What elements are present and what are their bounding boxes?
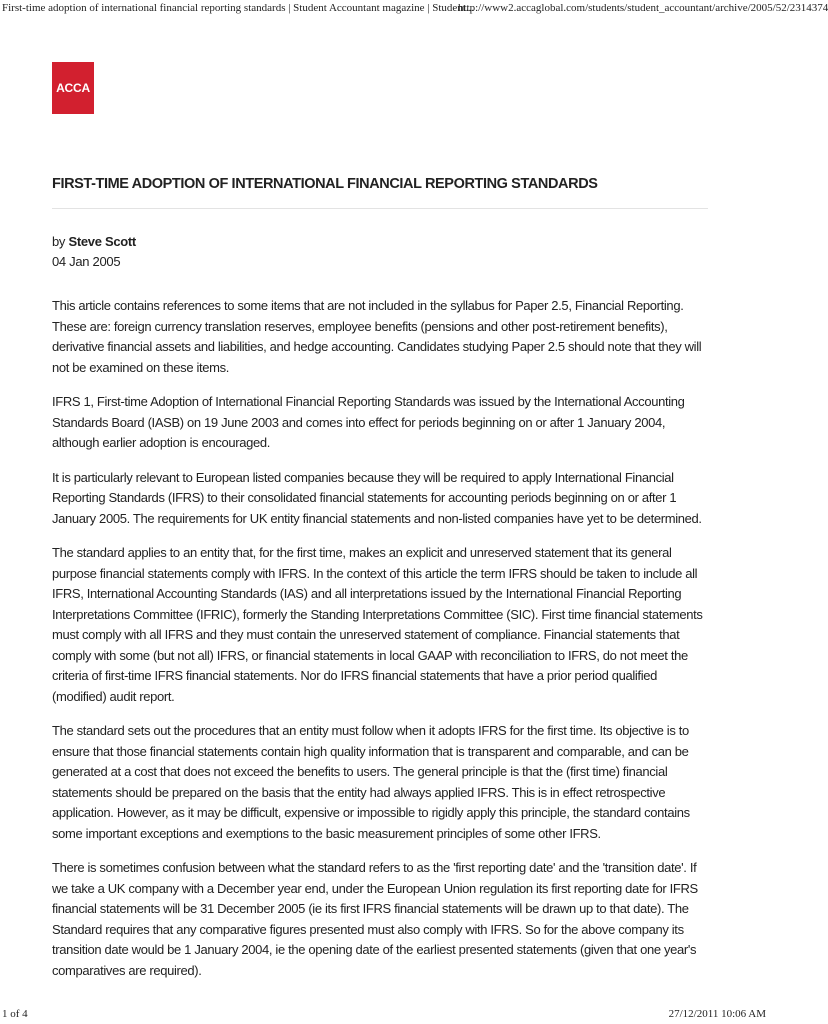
print-footer — [2, 1006, 766, 1020]
by-label: by — [52, 234, 66, 249]
article-paragraph-3: It is particularly relevant to European listed companies because they will be required to apply International Financial Reporting Standards (IFRS) to their consolidated financial statements for accounting periods beginning on or after 1 January 2005. The requirements for UK entity financial statements and non-listed companies have yet to be determined. — [52, 469, 702, 526]
article-paragraph-1: This article contains references to some items that are not included in the syllabus for Paper 2.5, Financial Reporting. These are: foreign currency translation reserves, employee benefits (pensions and other post-retirement benefits), derivative financial assets and liabilities, and hedge accounting. Candidates studying Paper 2.5 should note that they will not be examined on these items. — [52, 298, 702, 375]
article-content — [52, 176, 712, 981]
acca-logo-text: ACCA — [56, 81, 90, 95]
article-paragraph-2: IFRS 1, First-time Adoption of International Financial Reporting Standards was issued by the International Accounting Standards Board (IASB) on 19 June 2003 and comes into effect for periods beginning on or after 1 January 2004, although earlier adoption is encouraged. — [52, 394, 685, 450]
article-title: FIRST-TIME ADOPTION OF INTERNATIONAL FINANCIAL REPORTING STANDARDS — [52, 176, 708, 209]
author-name: Steve Scott — [68, 234, 136, 249]
page-number: 1 of 4 — [2, 1008, 28, 1020]
publish-date: 04 Jan 2005 — [52, 254, 121, 269]
print-timestamp: 27/12/2011 10:06 AM — [668, 1008, 766, 1020]
article-paragraph-4: The standard applies to an entity that, for the first time, makes an explicit and unreserved statement that its general purpose financial statements comply with IFRS. In the context of this article the term IFRS should be taken to include all IFRS, International Accounting Standards (IAS) and all interpretations issued by the International Financial Reporting Interpretations Committee (IFRIC), formerly the Standing Interpretations Committee (SIC). First time financial statements must comply with all IFRS and they must contain the unreserved statement of compliance. Financial statements that comply with some (but not all) IFRS, or financial statements in local GAAP with reconciliation to IFRS, do not meet the criteria of first-time IFRS financial statements. Nor do IFRS financial statements that have a prior period qualified (modified) audit report. — [52, 545, 703, 704]
byline — [52, 232, 712, 272]
print-header — [2, 2, 828, 18]
article-paragraph-5: The standard sets out the procedures that an entity must follow when it adopts IFRS for the first time. Its objective is to ensure that those financial statements contain high quality information that is transparent and comparable, and can be generated at a cost that does not exceed the benefits to users. The general principle is that the (first time) financial statements should be prepared on the basis that the entity had always applied IFRS. This is in effect retrospective application. However, as it may be difficult, expensive or impossible to rigidly apply this principle, the standard contains some important exceptions and exemptions to the basic measurement principles of some other IFRS. — [52, 723, 690, 841]
article-paragraph-6: There is sometimes confusion between what the standard refers to as the 'first reporting date' and the 'transition date'. If we take a UK company with a December year end, under the European Union regulation its first reporting date for IFRS financial statements will be 31 December 2005 (ie its first IFRS financial statements will be drawn up to that date). The Standard requires that any comparative figures presented must also comply with IFRS. So for the above company its transition date would be 1 January 2004, ie the opening date of the earliest presented statements (given that one year's comparatives are required). — [52, 860, 698, 978]
article-body — [52, 296, 712, 981]
print-header-url: http://www2.accaglobal.com/students/student_accountant/archive/2005/52/2314374 — [458, 2, 828, 14]
author-line — [52, 232, 712, 252]
acca-logo — [52, 62, 94, 114]
print-header-page-title: First-time adoption of international financial reporting standards | Student Accountant magazine | Student... — [2, 2, 475, 14]
